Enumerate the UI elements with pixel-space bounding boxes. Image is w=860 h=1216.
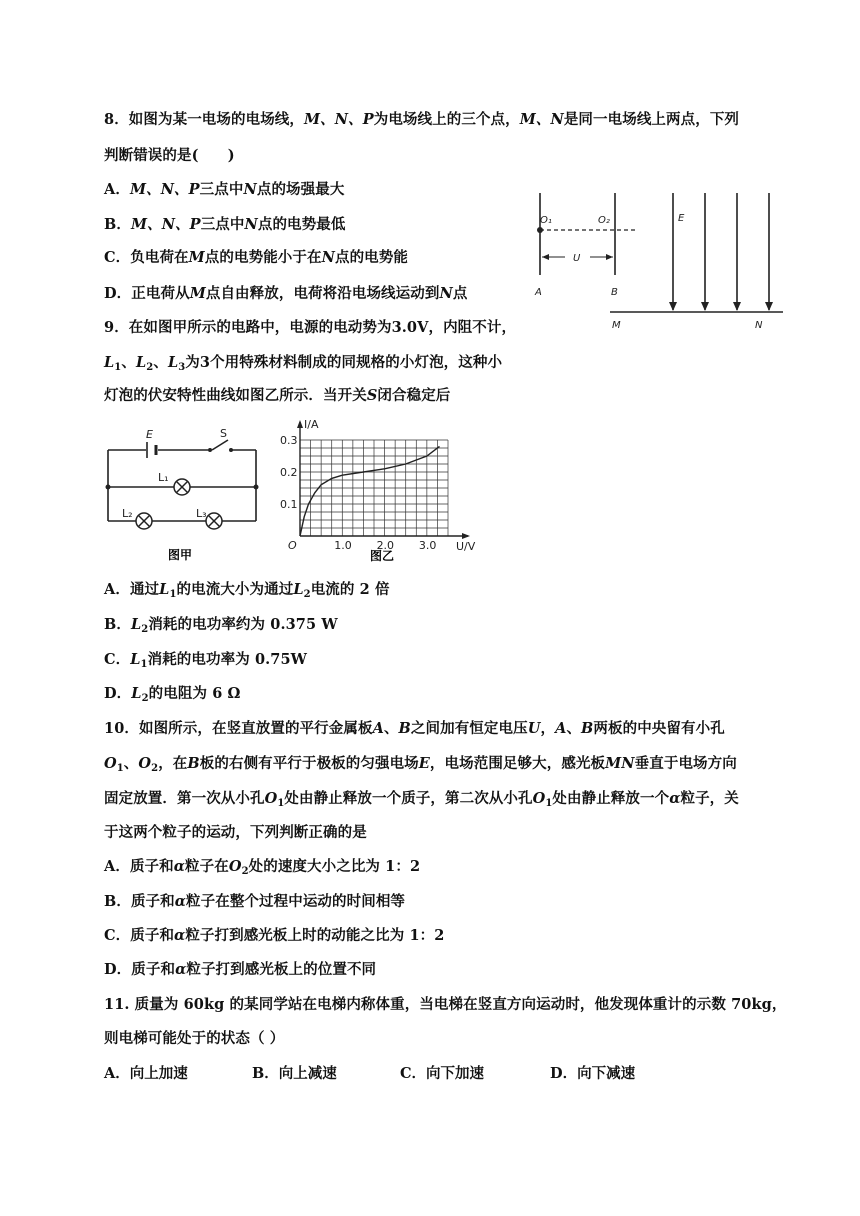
voltage-arrowhead-right (606, 254, 613, 260)
q9-stem-line1: 9．在如图甲所示的电路中，电源的电动势为3.0V，内阻不计， (104, 319, 517, 336)
chart-caption: 图乙 (370, 549, 395, 563)
switch-contact (229, 448, 233, 452)
label-u: U (573, 253, 581, 264)
q11-option-c: C．向下加速 (400, 1065, 485, 1082)
x-tick-label: 2.0 (376, 539, 395, 552)
field-arrow-4 (765, 302, 773, 311)
q10-stem-line2: $O_1$、$O_2$，在B板的右侧有平行于极板的匀强电场E，电场范围足够大，感光板MN垂直于电场方向 (104, 755, 737, 774)
q10-stem-line3: 固定放置．第一次从小孔$O_1$处由静止释放一个质子，第二次从小孔$O_1$处由静止释放一个α粒子，关 (104, 790, 739, 809)
label-o1: O₁ (540, 215, 552, 226)
q9-option-b: B．$L_2$消耗的电功率约为 0.375 W (104, 616, 338, 635)
field-arrow-1 (669, 302, 677, 311)
x-tick-label: 3.0 (418, 539, 437, 552)
q9-option-a: A．通过$L_1$的电流大小为通过$L_2$电流的 2 倍 (104, 581, 390, 600)
q10-option-c: C．质子和α粒子打到感光板上时的动能之比为 1：2 (104, 927, 445, 944)
iv-curve-chart (278, 418, 478, 573)
q8-stem-line1: 8．如图为某一电场的电场线，M、N、P为电场线上的三个点，M、N是同一电场线上两点，下列 (104, 111, 740, 128)
y-axis-arrow (297, 420, 303, 428)
q11-option-b: B．向上减速 (252, 1065, 337, 1082)
switch-pivot (208, 448, 212, 452)
q10-option-a: A．质子和α粒子在$O_2$处的速度大小之比为 1：2 (104, 858, 421, 877)
junction-right (254, 485, 259, 490)
q11-options (104, 1064, 635, 1084)
hole-o1 (537, 227, 543, 233)
chart-grid (300, 440, 448, 536)
field-arrow-3 (733, 302, 741, 311)
q9-option-d: D．$L_2$的电阻为 6 Ω (104, 685, 241, 704)
y-tick-label: 0.3 (280, 434, 298, 447)
q10-option-d: D．质子和α粒子打到感光板上的位置不同 (104, 961, 377, 978)
q8-option-d: D．正电荷从M点自由释放，电荷将沿电场线运动到N点 (104, 285, 468, 302)
label-e: E (678, 213, 685, 224)
q10-stem-line1: 10．如图所示，在竖直放置的平行金属板A、B之间加有恒定电压U，A、B两板的中央留有小孔 (104, 720, 725, 737)
label-a: A (535, 287, 542, 298)
plates-field-figure (525, 185, 785, 335)
q8-stem-line2: 判断错误的是( ) (104, 147, 235, 164)
circuit-caption: 图甲 (168, 548, 193, 562)
q11-option-a: A．向上加速 (104, 1065, 188, 1082)
label-l1: L₁ (158, 471, 169, 484)
q9-stem-line2: $L_1$、$L_2$、$L_3$为3个用特殊材料制成的同规格的小灯泡，这种小 (104, 354, 503, 373)
x-axis-label: U/V (456, 540, 476, 553)
label-o2: O₂ (598, 215, 610, 226)
q11-stem-line1: 11. 质量为 60kg 的某同学站在电梯内称体重，当电梯在竖直方向运动时，他发现体重计的示数 70kg， (104, 996, 787, 1013)
voltage-arrowhead-left (542, 254, 549, 260)
label-n: N (755, 320, 763, 331)
q9-stem-line3: 灯泡的伏安特性曲线如图乙所示．当开关S闭合稳定后 (104, 387, 451, 404)
x-axis-arrow (462, 533, 470, 539)
label-e-source: E (146, 428, 153, 441)
q10-option-b: B．质子和α粒子在整个过程中运动的时间相等 (104, 893, 406, 910)
q8-option-b: B．M、N、P三点中N点的电势最低 (104, 216, 346, 233)
q9-option-c: C．$L_1$消耗的电功率为 0.75W (104, 651, 308, 670)
y-tick-label: 0.1 (280, 498, 298, 511)
lamp-l1-symbol (174, 479, 190, 495)
y-tick-label: 0.2 (280, 466, 298, 479)
lamp-l3-symbol (206, 513, 222, 529)
origin-label: O (288, 539, 297, 552)
y-axis-label: I/A (304, 418, 319, 431)
label-b: B (611, 287, 618, 298)
x-tick-label: 1.0 (334, 539, 352, 552)
q11-option-d: D．向下减速 (550, 1065, 636, 1082)
switch-blade (212, 440, 228, 450)
q8-option-c: C．负电荷在M点的电势能小于在N点的电势能 (104, 249, 408, 266)
junction-left (106, 485, 111, 490)
chart-axes (297, 420, 470, 539)
q8-option-a: A．M、N、P三点中N点的场强最大 (104, 181, 345, 198)
lamp-l2-symbol (136, 513, 152, 529)
label-l3: L₃ (196, 507, 207, 520)
label-s-switch: S (220, 427, 227, 440)
field-arrow-2 (701, 302, 709, 311)
circuit-diagram (100, 425, 270, 570)
q10-stem-line4: 于这两个粒子的运动，下列判断正确的是 (104, 824, 367, 841)
label-l2: L₂ (122, 507, 133, 520)
q11-stem-line2: 则电梯可能处于的状态（ ） (104, 1030, 285, 1047)
label-m: M (612, 320, 621, 331)
